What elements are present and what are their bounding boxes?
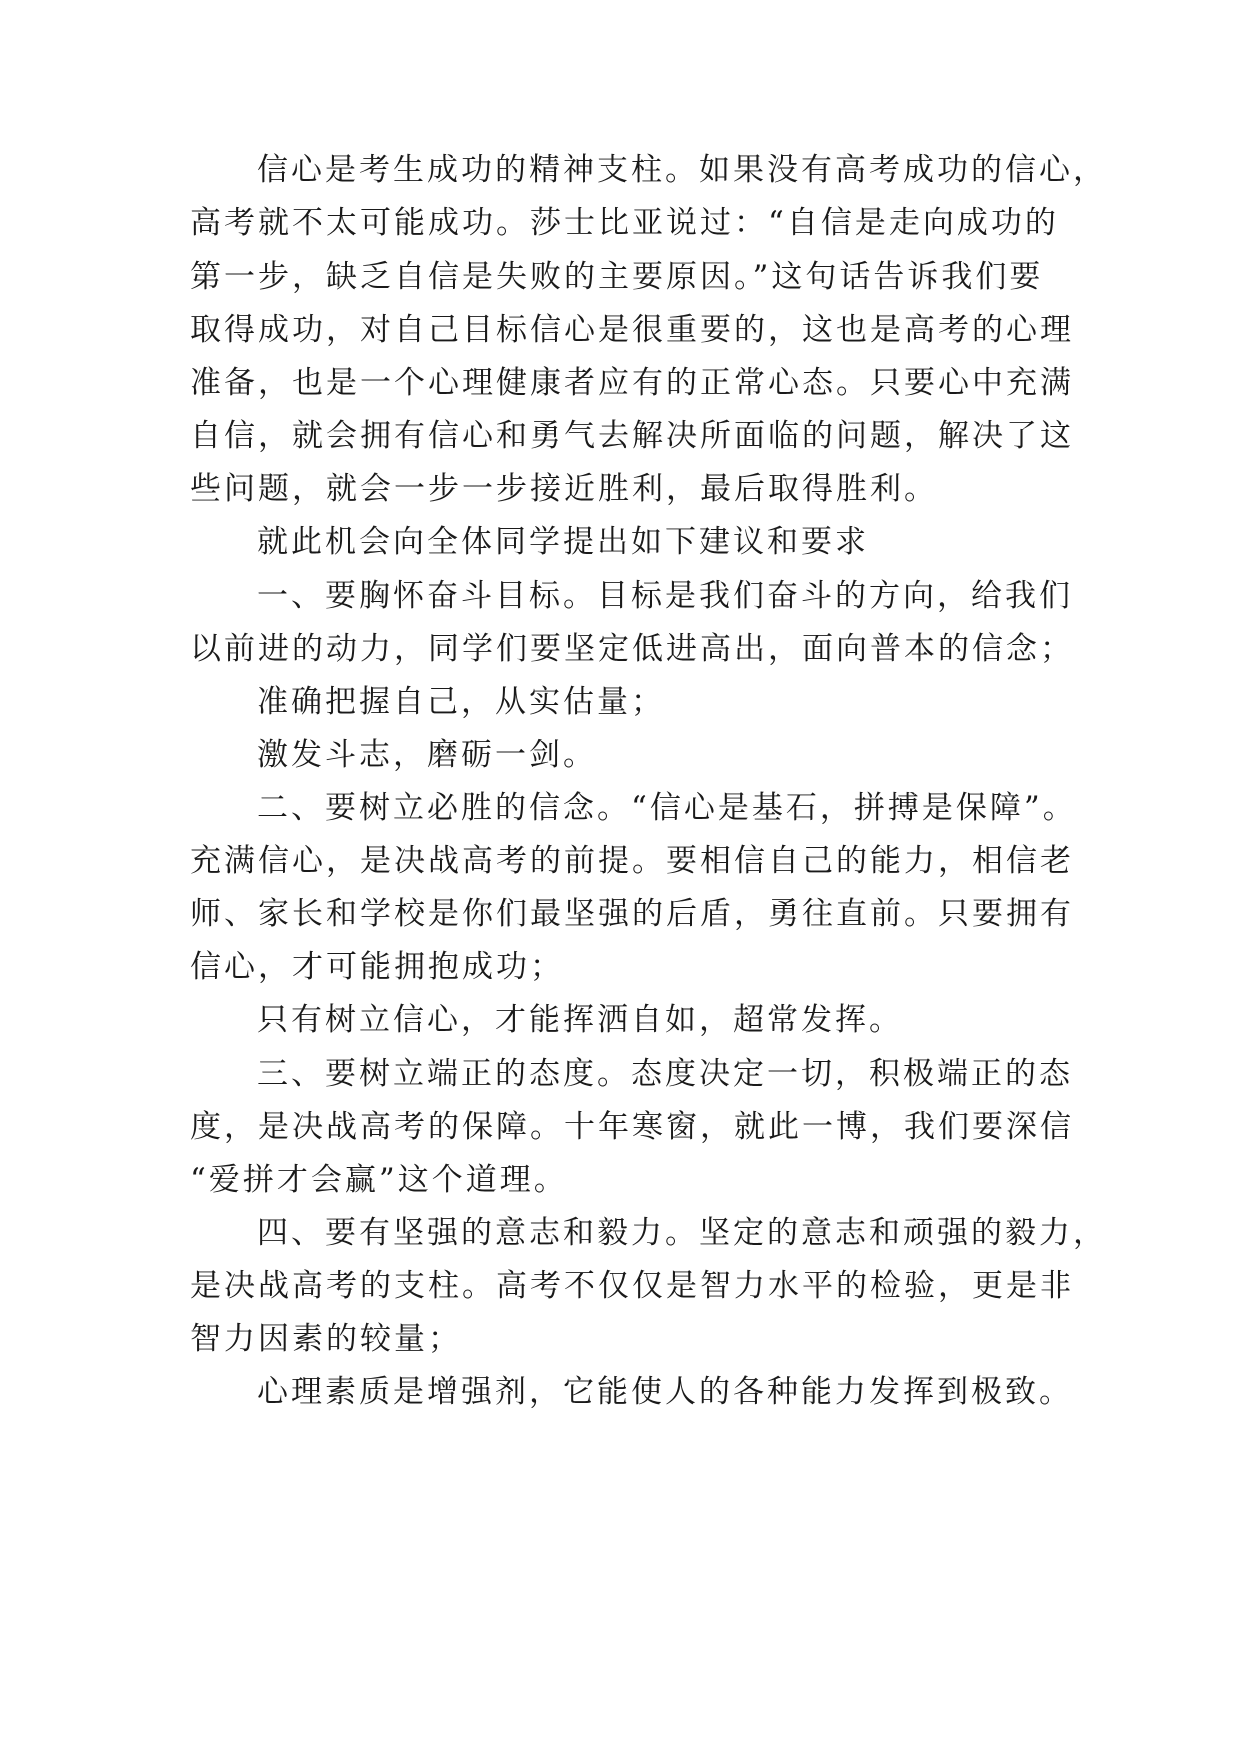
text-line-24: 心理素质是增强剂，它能使人的各种能力发挥到极致。 bbox=[257, 1374, 1073, 1410]
text-line-15: 师、家长和学校是你们最坚强的后盾，勇往直前。只要拥有 bbox=[190, 896, 1074, 932]
text-line-22: 是决战高考的支柱。高考不仅仅是智力水平的检验，更是非 bbox=[190, 1268, 1074, 1304]
text-line-17: 只有树立信心，才能挥洒自如，超常发挥。 bbox=[257, 1002, 903, 1038]
text-line-9: 一、要胸怀奋斗目标。目标是我们奋斗的方向，给我们 bbox=[257, 578, 1073, 614]
text-line-6: 自信，就会拥有信心和勇气去解决所面临的问题，解决了这 bbox=[190, 418, 1074, 454]
text-line-4: 取得成功，对自己目标信心是很重要的，这也是高考的心理 bbox=[190, 312, 1074, 348]
text-line-2: 高考就不太可能成功。莎士比亚说过：“自信是走向成功的 bbox=[190, 205, 1059, 241]
text-line-20: “爱拼才会赢”这个道理。 bbox=[190, 1162, 568, 1198]
text-line-10: 以前进的动力，同学们要坚定低进高出，面向普本的信念； bbox=[190, 631, 1074, 667]
text-line-11: 准确把握自己，从实估量； bbox=[257, 684, 665, 720]
text-line-23: 智力因素的较量； bbox=[190, 1321, 462, 1357]
text-line-1: 信心是考生成功的精神支柱。如果没有高考成功的信心， bbox=[257, 152, 1107, 188]
text-line-8: 就此机会向全体同学提出如下建议和要求 bbox=[257, 524, 869, 560]
text-line-5: 准备，也是一个心理健康者应有的正常心态。只要心中充满 bbox=[190, 365, 1074, 401]
text-line-3: 第一步，缺乏自信是失败的主要原因。”这句话告诉我们要 bbox=[190, 259, 1044, 295]
text-line-21: 四、要有坚强的意志和毅力。坚定的意志和顽强的毅力， bbox=[257, 1215, 1107, 1251]
text-line-14: 充满信心，是决战高考的前提。要相信自己的能力，相信老 bbox=[190, 843, 1074, 879]
text-line-18: 三、要树立端正的态度。态度决定一切，积极端正的态 bbox=[257, 1056, 1073, 1092]
text-line-7: 些问题，就会一步一步接近胜利，最后取得胜利。 bbox=[190, 471, 938, 507]
text-line-16: 信心，才可能拥抱成功； bbox=[190, 949, 564, 985]
text-line-13: 二、要树立必胜的信念。“信心是基石，拼搏是保障”。 bbox=[257, 790, 1077, 826]
text-line-12: 激发斗志，磨砺一剑。 bbox=[257, 737, 597, 773]
text-line-19: 度，是决战高考的保障。十年寒窗，就此一博，我们要深信 bbox=[190, 1109, 1074, 1145]
